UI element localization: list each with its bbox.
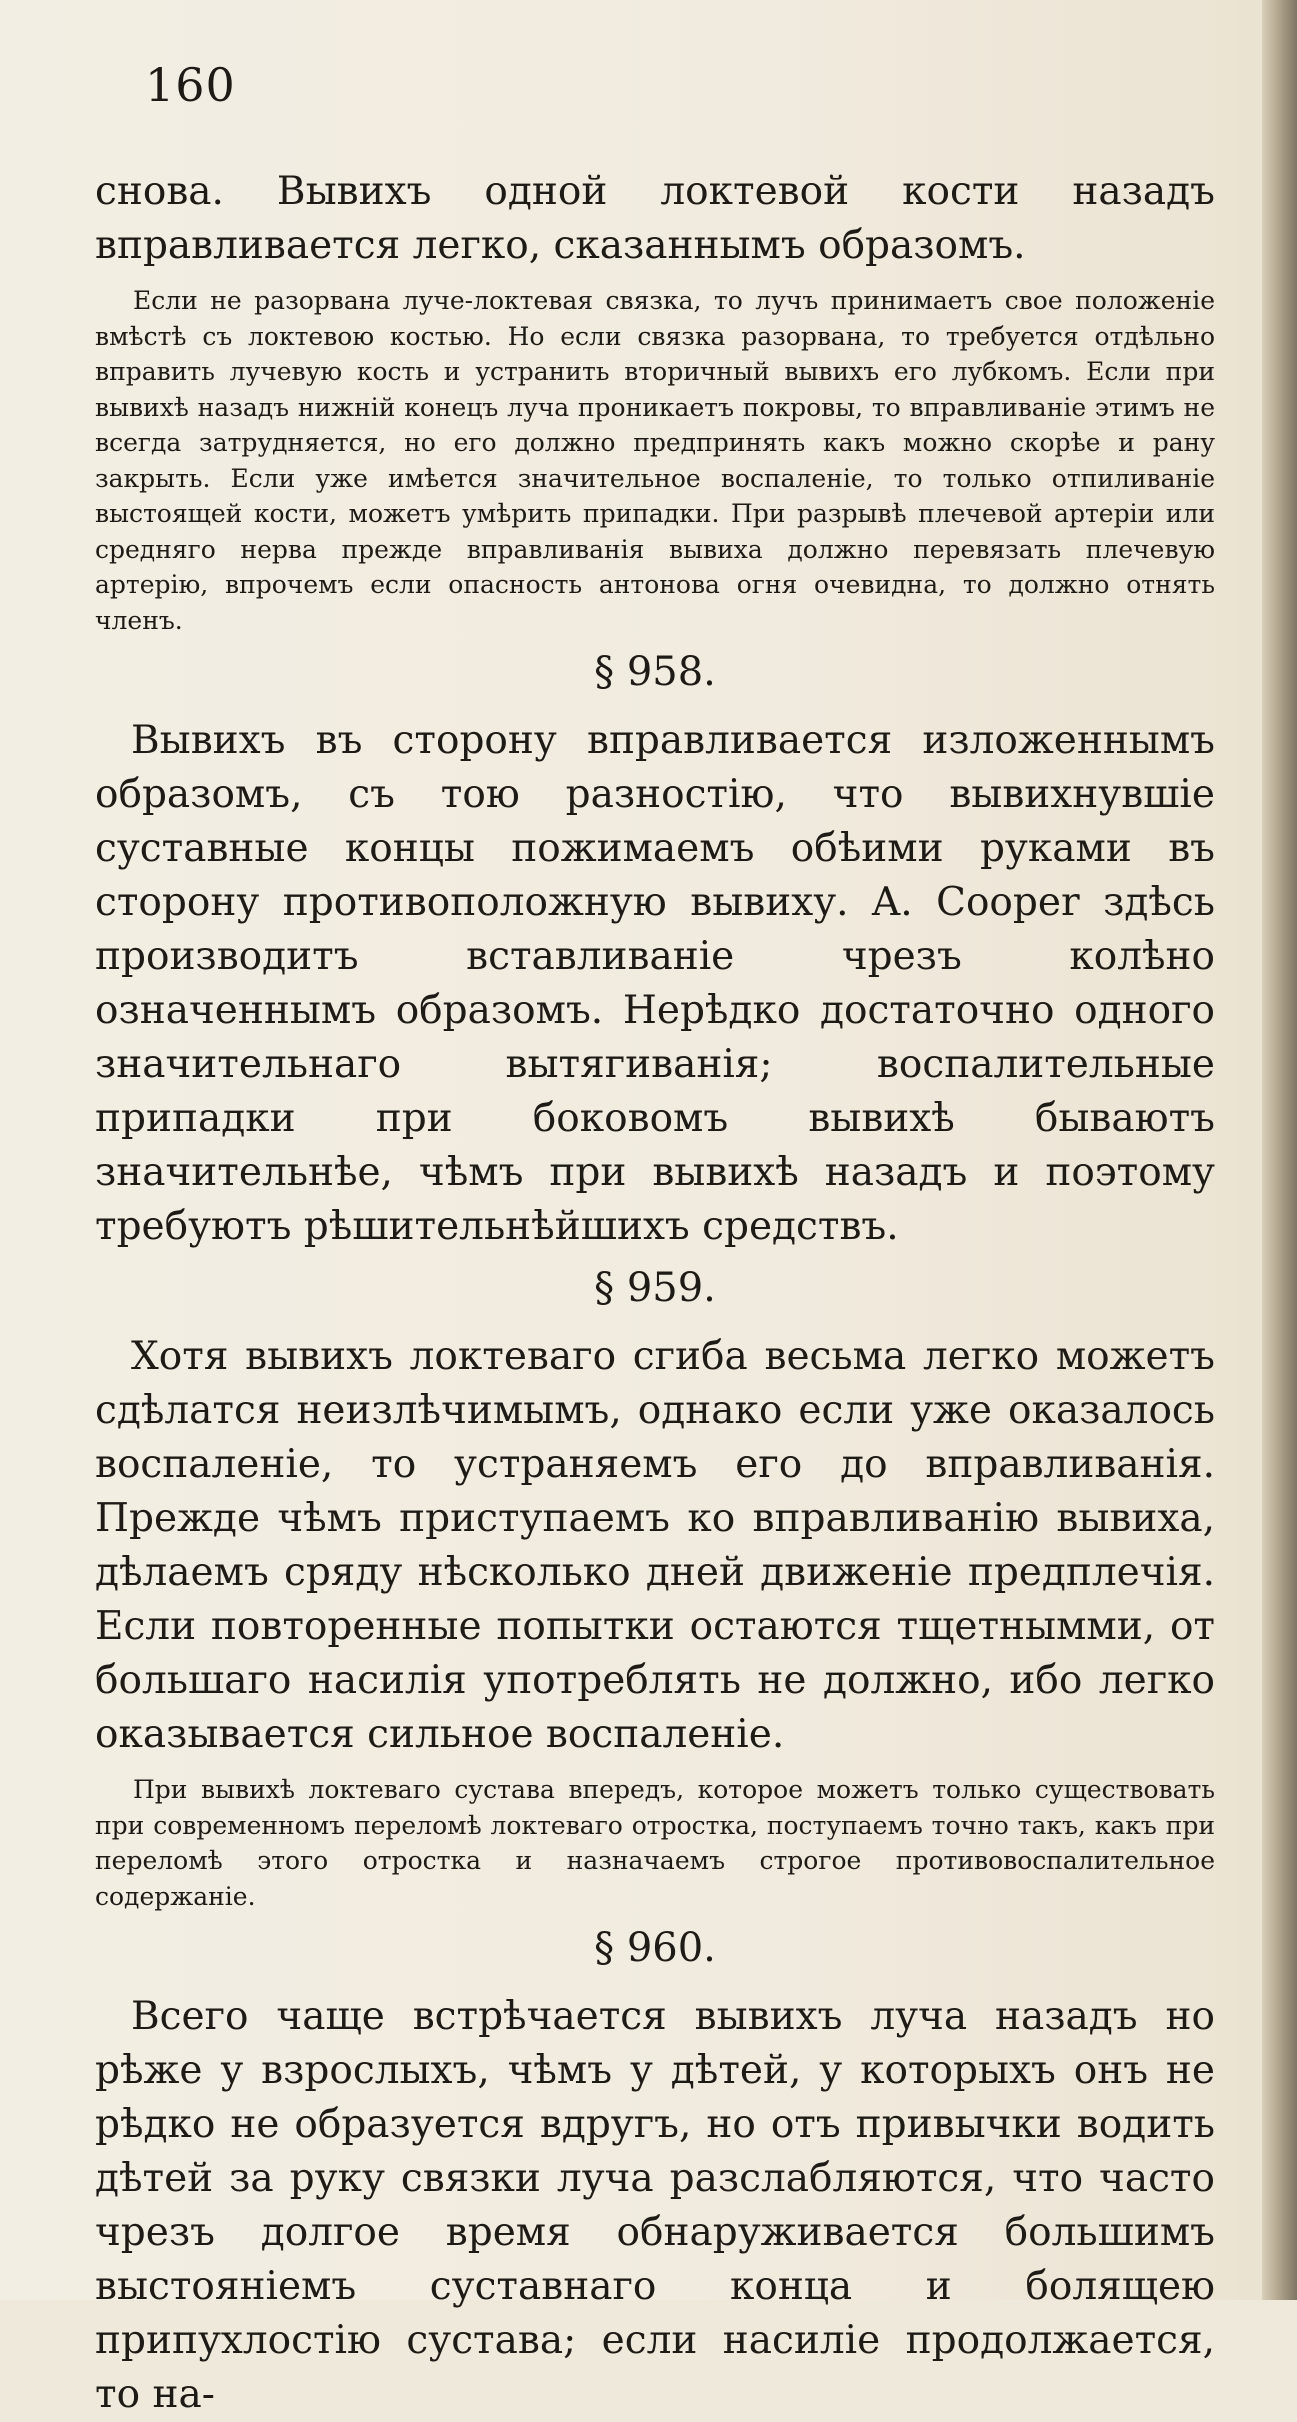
page-edge [1262, 0, 1297, 2300]
note-elbow-forward-dislocation: При вывихѣ локтеваго сустава впередъ, которое можетъ только существовать при современномъ переломѣ локтеваго отростка, поступаемъ точно такъ, какъ при переломѣ этого отростка и назначаемъ строгое противовоспалительное содержаніе. [95, 1775, 1215, 1911]
paragraph-958: Вывихъ въ сторону вправливается изложеннымъ образомъ, съ тою разностію, что вывихнувшіе суставные концы пожимаемъ обѣими руками въ сторону противоположную вывиху. A. Cooper здѣсь производитъ вставливаніе чрезъ колѣно означеннымъ образомъ. Нерѣдко достаточно одного значительнаго вытягиванія; воспалительные припадки при боковомъ вывихѣ бываютъ значительнѣе, чѣмъ при вывихѣ назадъ и поэтому требуютъ рѣшительнѣйшихъ средствъ. [95, 718, 1215, 1249]
page-content [95, 55, 1215, 2422]
section-heading-958: § 958. [594, 649, 716, 695]
page-number: 160 [145, 58, 236, 112]
section-heading-960: § 960. [594, 1925, 716, 1971]
note-radio-ulnar-ligament: Если не разорвана луче-локтевая связка, то лучъ принимаетъ свое положеніе вмѣстѣ съ локтевою костью. Но если связка разорвана, то требуется отдѣльно вправить лучевую кость и устранить вторичный вывихъ его лубкомъ. Если при вывихѣ назадъ нижній конецъ луча проникаетъ покровы, то вправливаніе этимъ не всегда затрудняется, но его должно предпринять какъ можно скорѣе и рану закрыть. Если уже имѣется значительное воспаленіе, то только отпиливаніе выстоящей кости, можетъ умѣрить припадки. При разрывѣ плечевой артеріи или средняго нерва прежде вправливанія вывиха должно перевязать плечевую артерію, впрочемъ если опасность антонова огня очевидна, то должно отнять членъ. [95, 286, 1215, 635]
paragraph-960: Всего чаще встрѣчается вывихъ луча назадъ но рѣже у взрослыхъ, чѣмъ у дѣтей, у которыхъ онъ не рѣдко не образуется вдругъ, но отъ привычки водить дѣтей за руку связки луча разслабляются, что часто чрезъ долгое время обнаруживается большимъ выстояніемъ суставнаго конца и болящею припухлостію сустава; если насиліе продолжается, то на- [95, 1994, 1215, 2417]
paragraph-959: Хотя вывихъ локтеваго сгиба весьма легко можетъ сдѣлатся неизлѣчимымъ, однако если уже оказалось воспаленіе, то устраняемъ его до вправливанія. Прежде чѣмъ приступаемъ ко вправливанію вывиха, дѣлаемъ сряду нѣсколько дней движеніе предплечія. Если повторенные попытки остаются тщетнымми, от большаго насилія употреблять не должно, ибо легко оказывается сильное воспаленіе. [95, 1334, 1215, 1757]
section-heading-959: § 959. [594, 1265, 716, 1311]
paragraph-elbow-reduction-end: снова. Вывихъ одной локтевой кости назадъ вправливается легко, сказаннымъ образомъ. [95, 169, 1215, 268]
